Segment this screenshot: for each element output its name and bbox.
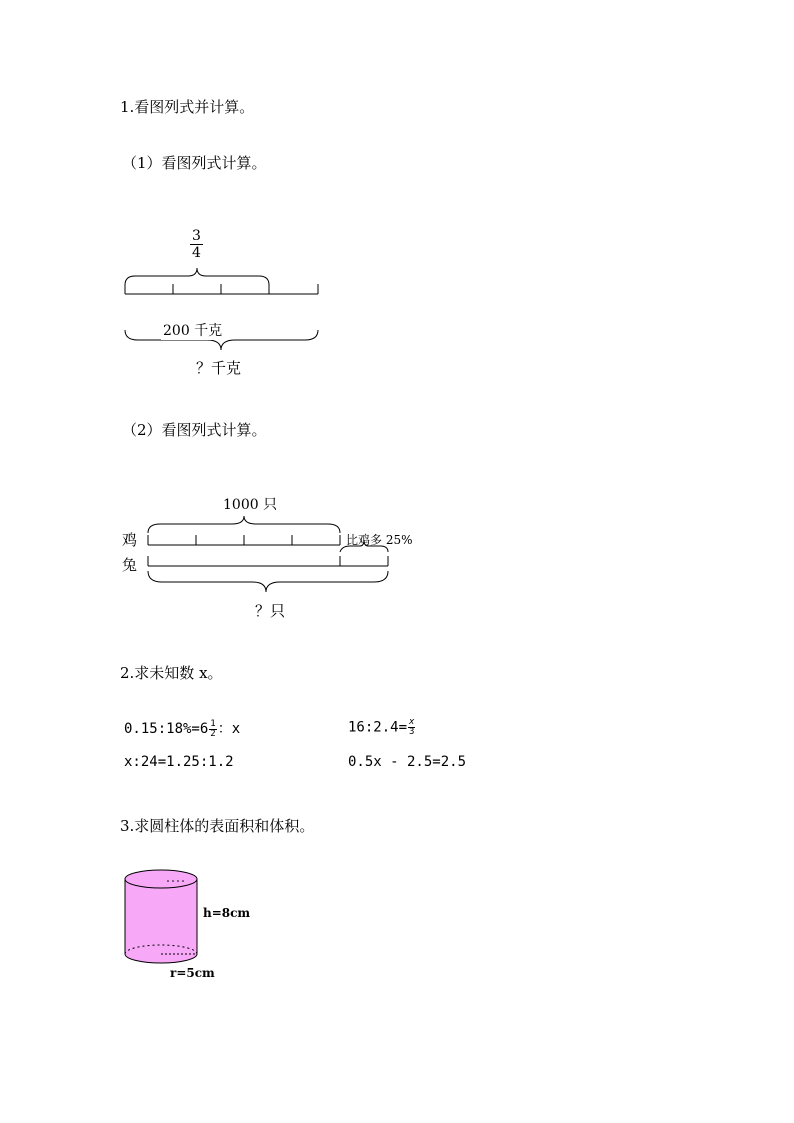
fraction-numerator: 3 [192, 228, 201, 244]
equation-3: x:24=1.25:1.2 [124, 754, 234, 770]
label-more-25: 比鸡多 25% [346, 533, 413, 547]
q1-title: 1.看图列式并计算。 [120, 98, 255, 116]
row-label-rabbit: 兔 [122, 556, 138, 574]
cylinder-body [125, 879, 197, 963]
cylinder-top [125, 870, 197, 888]
equation-4: 0.5x - 2.5=2.5 [348, 754, 467, 770]
height-label: h=8cm [203, 906, 251, 920]
fraction-denominator: 4 [192, 245, 201, 261]
eq1-frac-den: 2 [210, 728, 216, 739]
label-total-kg: ？千克 [196, 359, 242, 377]
row-label-chicken: 鸡 [122, 531, 138, 549]
q3-title: 3.求圆柱体的表面积和体积。 [120, 817, 315, 835]
q2-title: 2.求未知数 x。 [120, 664, 223, 682]
label-total-animals: ？只 [255, 602, 286, 620]
q1-part2-title: （2）看图列式计算。 [122, 421, 267, 439]
eq1-right: ：x [217, 721, 241, 737]
label-200kg: 200 千克 [161, 320, 224, 340]
eq1-frac-num: 1 [210, 718, 216, 729]
radius-label: r=5cm [170, 966, 215, 980]
label-1000: 1000 只 [223, 497, 278, 513]
eq1-left: 0.15:18%=6 [124, 721, 209, 737]
eq2-frac-num: x [409, 717, 415, 727]
eq2-left: 16:2.4= [348, 719, 408, 736]
q1-part1-title: （1）看图列式计算。 [122, 154, 267, 172]
eq2-frac-den: 3 [409, 727, 415, 737]
